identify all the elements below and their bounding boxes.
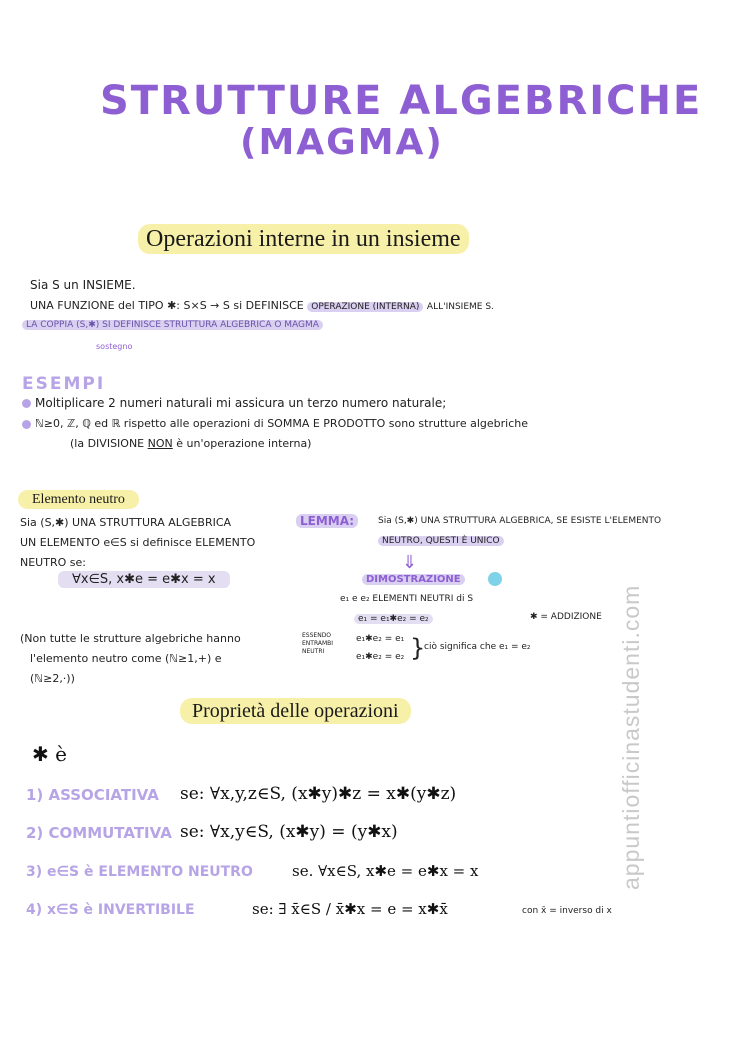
dim-line-1: e₁ e e₂ ELEMENTI NEUTRI di S xyxy=(340,594,474,604)
dim-line-2: e₁ = e₁✱e₂ = e₂ xyxy=(354,614,433,624)
prop-3-formula: se. ∀x∈S, x✱e = e✱x = x xyxy=(292,862,479,880)
prop-2-label: 2) COMMUTATIVA xyxy=(26,824,172,842)
neutro-line-2: UN ELEMENTO e∈S si definisce ELEMENTO xyxy=(20,536,256,549)
dim-conclusion: ciò significa che e₁ = e₂ xyxy=(424,642,531,652)
esempio-2: ℕ≥0, ℤ, ℚ ed ℝ rispetto alle operazioni di SOMMA E PRODOTTO sono strutture algebriche xyxy=(22,417,528,430)
down-arrow-icon: ⇓ xyxy=(402,552,418,573)
dim-line-4: e₁✱e₂ = e₂ xyxy=(356,652,405,662)
section-heading-operazioni: Operazioni interne in un insieme xyxy=(138,226,469,253)
proprieta-heading: Proprietà delle operazioni xyxy=(180,700,411,723)
prop-4-label: 4) x∈S è INVERTIBILE xyxy=(26,902,195,918)
neutro-heading: Elemento neutro xyxy=(18,492,139,508)
bullet-icon xyxy=(22,420,31,429)
def-line-2: UNA FUNZIONE del TIPO ✱: S×S → S si DEFINISCE OPERAZIONE (INTERNA) ALL'INSIEME S. xyxy=(30,299,494,312)
proprieta-intro: ✱ è xyxy=(32,742,67,766)
dim-line-3: e₁✱e₂ = e₁ xyxy=(356,634,405,644)
esempio-2-note: (la DIVISIONE NON è un'operazione interna) xyxy=(70,437,312,450)
lemma-line-1: Sia (S,✱) UNA STRUTTURA ALGEBRICA, SE ESISTE L'ELEMENTO xyxy=(378,516,662,526)
emoji-icon xyxy=(488,572,502,586)
neutro-note-1: (Non tutte le strutture algebriche hanno xyxy=(20,632,241,645)
lemma-line-2: NEUTRO, QUESTI È UNICO xyxy=(378,536,504,546)
page-title: STRUTTURE ALGEBRICHE xyxy=(100,78,703,124)
prop-1-label: 1) ASSOCIATIVA xyxy=(26,786,159,804)
sostegno-note: sostegno xyxy=(96,342,133,351)
bullet-icon xyxy=(22,399,31,408)
esempio-1: Moltiplicare 2 numeri naturali mi assicura un terzo numero naturale; xyxy=(22,396,446,410)
neutro-formula: ∀x∈S, x✱e = e✱x = x xyxy=(58,572,230,587)
prop-2-formula: se: ∀x,y∈S, (x✱y) = (y✱x) xyxy=(180,822,398,842)
page-subtitle: (MAGMA) xyxy=(240,122,444,163)
prop-4-formula: se: ∃ x̄∈S / x̄✱x = e = x✱x̄ xyxy=(252,900,448,918)
def-line-3: LA COPPIA (S,✱) SI DEFINISCE STRUTTURA ALGEBRICA O MAGMA xyxy=(22,320,323,330)
neutro-note-2: l'elemento neutro come (ℕ≥1,+) e xyxy=(30,652,222,665)
watermark: appuntiofficinastudenti.com xyxy=(618,584,644,890)
addizione-note: ✱ = ADDIZIONE xyxy=(530,612,602,622)
prop-4-note: con x̄ = inverso di x xyxy=(522,906,612,916)
neutro-note-3: (ℕ≥2,·)) xyxy=(30,672,75,685)
neutro-line-3: NEUTRO se: xyxy=(20,556,86,569)
prop-1-formula: se: ∀x,y,z∈S, (x✱y)✱z = x✱(y✱z) xyxy=(180,784,457,804)
lemma-label: LEMMA: xyxy=(296,514,358,528)
neutro-line-1: Sia (S,✱) UNA STRUTTURA ALGEBRICA xyxy=(20,516,232,529)
dim-side-note: ESSENDO ENTRAMBI NEUTRI xyxy=(302,632,334,655)
esempi-heading: ESEMPI xyxy=(22,374,106,394)
prop-3-label: 3) e∈S è ELEMENTO NEUTRO xyxy=(26,864,253,880)
dimostrazione-label: DIMOSTRAZIONE xyxy=(362,574,465,585)
brace-icon: } xyxy=(410,634,426,662)
def-line-1: Sia S un INSIEME. xyxy=(30,278,136,292)
